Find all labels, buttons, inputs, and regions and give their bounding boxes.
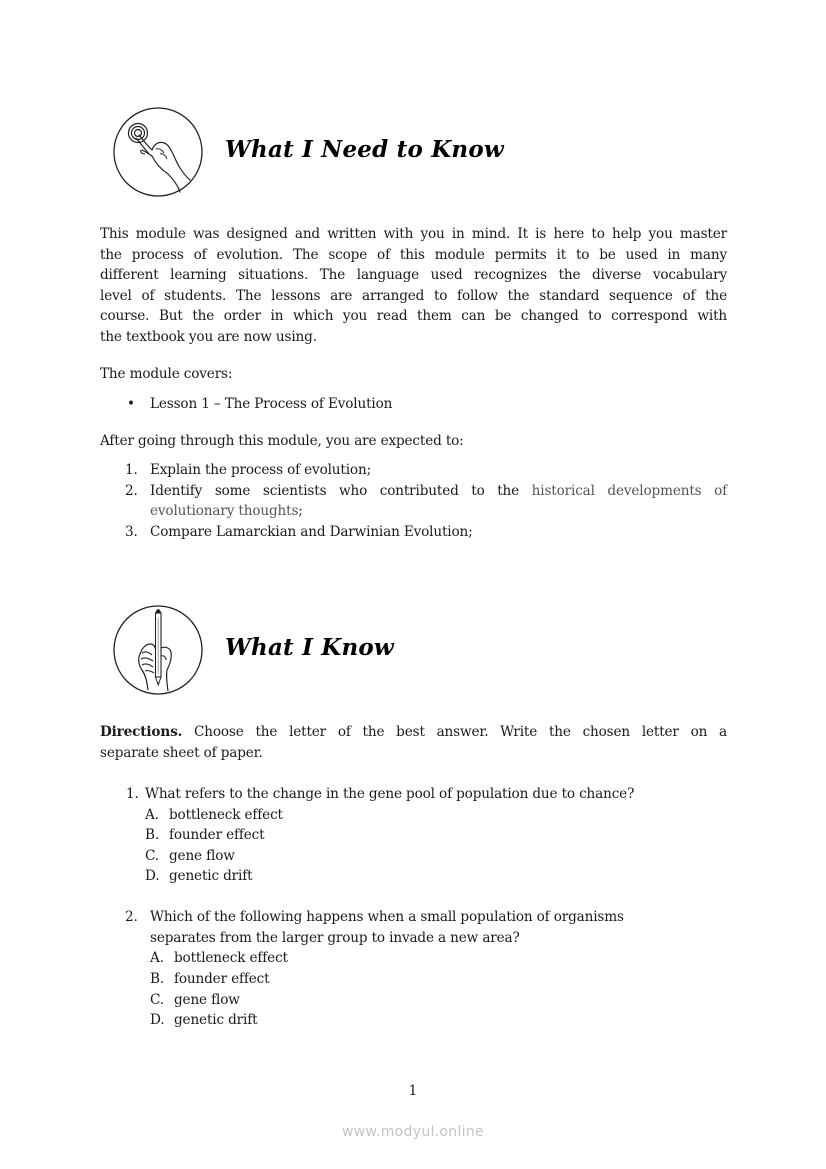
option-text: founder effect (169, 827, 265, 843)
option-text: founder effect (174, 971, 270, 987)
page-number: 1 (408, 1083, 418, 1099)
option-text: bottleneck effect (169, 807, 283, 823)
covers-item: Lesson 1 – The Process of Evolution (150, 396, 393, 412)
question-text: separates from the larger group to invade a new area? (150, 930, 520, 946)
option-letter: B. (145, 827, 160, 843)
option-letter: A. (145, 807, 159, 823)
objective-number: 1. (125, 462, 138, 478)
objective-text (150, 481, 727, 502)
objective-number: 3. (125, 524, 138, 540)
option-text: gene flow (169, 848, 235, 864)
objective-text-plain: Identify some scientists who contributed to the (150, 483, 520, 499)
option-text: bottleneck effect (174, 950, 288, 966)
objective-text: Explain the process of evolution; (150, 462, 371, 478)
option-letter: D. (150, 1012, 165, 1028)
option-letter: C. (145, 848, 159, 864)
option-text: gene flow (174, 992, 240, 1008)
objective-text-muted: historical developments of (531, 483, 727, 499)
objective-text-plain: ; (298, 503, 303, 519)
option-letter: A. (150, 950, 164, 966)
question-number: 2. (125, 909, 138, 925)
option-letter: C. (150, 992, 164, 1008)
objective-number: 2. (125, 483, 138, 499)
directions-text: Choose the letter of the best answer. Write the chosen letter on a (193, 724, 727, 740)
question-number: 1. (126, 786, 139, 802)
option-letter: D. (145, 868, 160, 884)
paragraph-line: This module was designed and written with you in mind. It is here to help you master (100, 226, 727, 242)
question-text: Which of the following happens when a small population of organisms (150, 909, 624, 925)
objective-text-muted: evolutionary thoughts (150, 503, 299, 519)
objective-text: Compare Lamarckian and Darwinian Evolution; (150, 524, 473, 540)
paragraph-line: the textbook you are now using. (100, 329, 317, 345)
directions-label: Directions. (100, 724, 183, 740)
question-text: What refers to the change in the gene pool of population due to chance? (145, 786, 635, 802)
watermark: www.modyul.online (342, 1124, 484, 1140)
paragraph-line: level of students. The lessons are arranged to follow the standard sequence of the (100, 288, 727, 304)
paragraph-line: different learning situations. The language used recognizes the diverse vocabulary (100, 267, 727, 283)
bullet-icon: • (127, 396, 135, 412)
module-covers-label: The module covers: (100, 366, 233, 382)
directions-line: separate sheet of paper. (100, 745, 263, 761)
objective-text-continued (150, 501, 303, 522)
section-title-what-i-need-to-know: What I Need to Know (225, 136, 504, 163)
paragraph-line: the process of evolution. The scope of this module permits it to be used in many (100, 247, 727, 263)
option-letter: B. (150, 971, 165, 987)
option-text: genetic drift (174, 1012, 258, 1028)
option-text: genetic drift (169, 868, 253, 884)
expected-label: After going through this module, you are expected to: (100, 433, 464, 449)
finger-touch-icon (112, 106, 204, 198)
paragraph-line: course. But the order in which you read them can be changed to correspond with (100, 308, 727, 324)
directions-line (100, 722, 727, 743)
section-title-what-i-know: What I Know (225, 634, 394, 661)
hand-holding-pencil-icon (112, 604, 204, 696)
